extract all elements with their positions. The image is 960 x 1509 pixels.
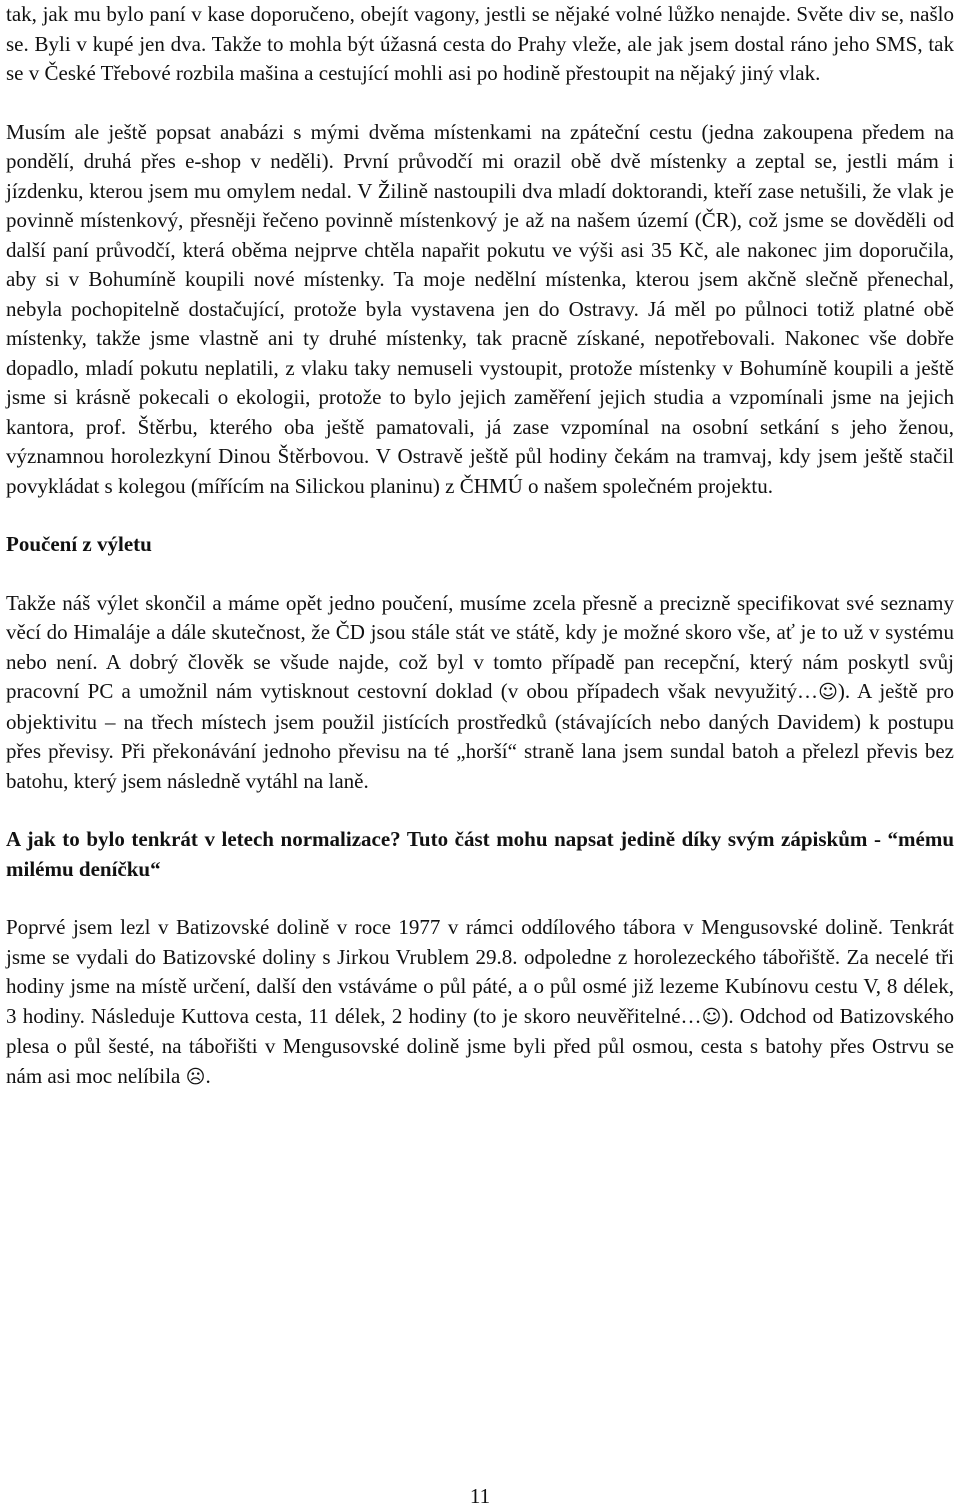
section-heading-lesson: Poučení z výletu <box>6 532 152 556</box>
paragraph-train-story: tak, jak mu bylo paní v kase doporučeno, obejít vagony, jestli se nějaké volné lůžko nenajde. Světe div se, našlo se. Byli v kupé jen dva. Takže to mohla být úžasná cesta do Prahy vleže, ale jak jsem dostal ráno jeho SMS, tak se v České Třebové rozbila mašina a cestující mohli asi po hodině přestoupit na nějaký jiný vlak. <box>6 2 954 85</box>
paragraph-lesson-text-1: Takže náš výlet skončil a máme opět jedno poučení, musíme zcela přesně a precizně specifikovat své seznamy věcí do Himaláje a dále skutečnost, že ČD jsou stále stát ve státě, kdy je možné skoro vše, ať je to už v systému nebo není. A dobrý člověk se všude najde, což byl v tomto případě pan recepční, který nám poskytl svůj pracovní PC a umožnil nám vytisknout cestovní doklad (v obou případech však nevyužitý… <box>6 590 954 703</box>
document-page <box>6 0 954 1092</box>
frown-icon: ☹ <box>185 1065 206 1088</box>
page-number: 11 <box>469 1484 491 1508</box>
paragraph-lesson-text-2: ). A ještě pro objektivitu – na třech místech jsem použil jistících prostředků (stávajících nebo daných Davidem) k postupu přes převisy. Při překonávání jednoho převisu na té „horší“ straně lana jsem sundal batoh a přelezl převis bez batohu, který jsem následně vytáhl na laně. <box>6 679 954 793</box>
paragraph-1977-text-1: Poprvé jsem lezl v Batizovské dolině v roce 1977 v rámci oddílového tábora v Mengusovské dolině. Tenkrát jsme se vydali do Batizovské doliny s Jirkou Vrublem 29.8. odpoledne z horolezeckého tábořiště. Za necelé tři hodiny jsme na místě určení, další den vstáváme o půl páté, a o půl osmé již lezeme Kubínovu cestu V, 8 délek, 3 hodiny. Následuje Kuttova cesta, 11 délek, 2 hodiny (to je skoro neuvěřitelné… <box>6 915 954 1028</box>
section-heading-normalization: A jak to bylo tenkrát v letech normalizace? Tuto část mohu napsat jedině díky svým zápiskům - “mému milému deníčku“ <box>6 827 954 881</box>
paragraph-1977-text-3: . <box>205 1063 211 1088</box>
smiley-icon: ☺ <box>818 681 838 703</box>
paragraph-1977-text-2: ). Odchod od Batizovského plesa o půl šesté, na tábořišti v Mengusovské dolině jsme byli před půl osmou, cesta s batohy přes Ostrvu se nám asi moc nelíbila <box>6 1003 954 1088</box>
paragraph-lesson <box>6 589 954 797</box>
paragraph-1977-climb <box>6 913 954 1092</box>
paragraph-seat-reservations: Musím ale ještě popsat anabázi s mými dvěma místenkami na zpáteční cestu (jedna zakoupena předem na pondělí, druhá přes e-shop v neděli). První průvodčí mi orazil obě dvě místenky a zeptal se, jestli mám i jízdenku, kterou jsem mu omylem nedal. V Žilině nastoupili dva mladí doktorandi, kteří zase netušili, že vlak je povinně místenkový, přesněji řečeno povinně místenkový je až na našem území (ČR), což jsme se dověděli od další paní průvodčí, která oběma nejprve chtěla napařit pokutu ve výši asi 35 Kč, ale nakonec jim doporučila, aby si v Bohumíně koupili nové místenky. Ta moje nedělní místenka, kterou jsem akčně slečně přenechal, nebyla pochopitelně dostačující, protože byla vystavena jen do Ostravy. Já měl po půlnoci totiž platné obě místenky, takže jsme vlastně ani ty druhé místenky, tak pracně získané, nepotřebovali. Nakonec vše dobře dopadlo, mladí pokutu neplatili, z vlaku taky nemuseli vystoupit, protože místenky v Bohumíně koupili a ještě jsme si krásně pokecali o ekologii, protože to bylo jejich zaměření jejich studia a vzpomínali jsme na jejich kantora, prof. Štěrbu, kterého oba ještě pamatovali, já zase vzpomínal na osobní setkání s jeho ženou, významnou horolezkyní Dinou Štěrbovou. V Ostravě ještě půl hodiny čekám na tramvaj, kdy jsem ještě stačil povykládat s kolegou (mířícím na Silickou planinu) z ČHMÚ o našem společném projektu. <box>6 119 954 498</box>
smiley-icon: ☺ <box>701 1005 722 1028</box>
